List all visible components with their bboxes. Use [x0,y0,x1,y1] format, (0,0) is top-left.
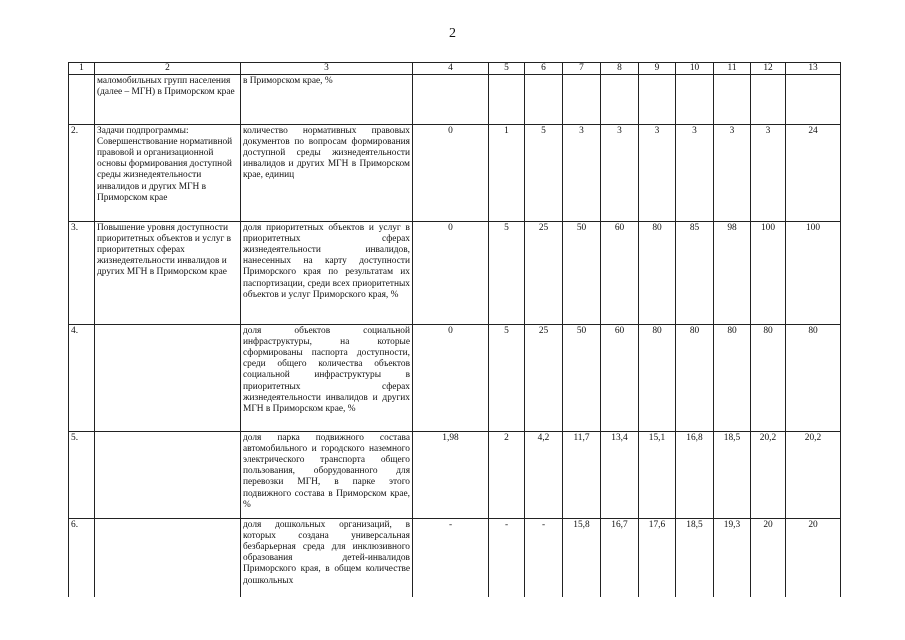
table-row [69,325,841,432]
value-cell: 24 [786,125,841,222]
value-cell: 80 [676,325,714,432]
table-row [69,432,841,519]
value-cell: 4,2 [525,432,563,519]
value-cell: 25 [525,222,563,325]
column-number-9: 9 [639,63,676,75]
indicator-cell: доля дошкольных организаций, в которых создана универсальная безбарьерная среда для инклюзивного образования детей-инвалидов Приморского края, в общем количестве дошкольных [241,519,413,597]
value-cell: 20 [786,519,841,597]
value-cell: 3 [563,125,601,222]
value-cell: 100 [786,222,841,325]
value-cell: 0 [413,222,489,325]
value-cell: - [489,519,525,597]
value-cell: 80 [786,325,841,432]
table-row [69,519,841,597]
value-cell: 80 [639,222,676,325]
indicator-cell: доля объектов социальной инфраструктуры, на которые сформированы паспорта доступности, среди общего количества объектов социальной инфраструктуры в приоритетных сферах жизнедеятельности инвалидов и других МГН в Приморском крае, % [241,325,413,432]
value-cell: 5 [525,125,563,222]
column-number-7: 7 [563,63,601,75]
indicators-table [68,62,841,597]
column-number-1: 1 [69,63,95,75]
value-cell: 1,98 [413,432,489,519]
row-number: 5. [69,432,95,519]
column-number-8: 8 [601,63,639,75]
value-cell: - [525,519,563,597]
column-number-header-row [69,63,841,75]
value-cell: 60 [601,325,639,432]
value-cell [714,75,751,125]
row-number: 4. [69,325,95,432]
page-number: 2 [449,26,456,41]
value-cell: 20,2 [786,432,841,519]
value-cell: 13,4 [601,432,639,519]
value-cell: 18,5 [676,519,714,597]
value-cell: 15,1 [639,432,676,519]
goal-cell [95,325,241,432]
value-cell [563,75,601,125]
indicator-cell: доля парка подвижного состава автомобильного и городского наземного электрического транспорта общего пользования, оборудованного для перевозки МГН, в парке этого подвижного состава в Приморском крае, % [241,432,413,519]
value-cell [525,75,563,125]
column-number-13: 13 [786,63,841,75]
value-cell: 0 [413,325,489,432]
value-cell: 3 [751,125,786,222]
table-row [69,125,841,222]
value-cell: 98 [714,222,751,325]
table-row [69,222,841,325]
value-cell: 16,7 [601,519,639,597]
value-cell: 2 [489,432,525,519]
value-cell [751,75,786,125]
row-number: 6. [69,519,95,597]
value-cell: 20,2 [751,432,786,519]
column-number-5: 5 [489,63,525,75]
value-cell: 5 [489,222,525,325]
value-cell [413,75,489,125]
value-cell: 3 [714,125,751,222]
value-cell: 85 [676,222,714,325]
value-cell: 1 [489,125,525,222]
value-cell: 17,6 [639,519,676,597]
value-cell [786,75,841,125]
row-number: 3. [69,222,95,325]
column-number-2: 2 [95,63,241,75]
value-cell: 25 [525,325,563,432]
column-number-6: 6 [525,63,563,75]
value-cell [676,75,714,125]
value-cell: 80 [639,325,676,432]
column-number-10: 10 [676,63,714,75]
goal-cell: Повышение уровня доступности приоритетных объектов и услуг в приоритетных сферах жизнедеятельности инвалидов и других МГН в Приморском крае [95,222,241,325]
value-cell: 19,3 [714,519,751,597]
value-cell: 50 [563,222,601,325]
value-cell [639,75,676,125]
value-cell: 5 [489,325,525,432]
value-cell: 3 [601,125,639,222]
goal-cell [95,432,241,519]
value-cell: 0 [413,125,489,222]
value-cell: - [413,519,489,597]
row-number [69,75,95,125]
value-cell: 50 [563,325,601,432]
value-cell: 20 [751,519,786,597]
value-cell [489,75,525,125]
goal-cell: Задачи подпрограммы: Совершенствование нормативной правовой и организационной основы формирования доступной среды жизнедеятельности инвалидов и других МГН в Приморском крае [95,125,241,222]
value-cell: 18,5 [714,432,751,519]
value-cell: 80 [751,325,786,432]
value-cell: 16,8 [676,432,714,519]
value-cell: 60 [601,222,639,325]
indicator-cell: в Приморском крае, % [241,75,413,125]
value-cell: 3 [639,125,676,222]
row-number: 2. [69,125,95,222]
value-cell: 11,7 [563,432,601,519]
indicator-cell: доля приоритетных объектов и услуг в приоритетных сферах жизнедеятельности инвалидов, нанесенных на карту доступности Приморского края по результатам их паспортизации, среди всех приоритетных объектов и услуг Приморского края, % [241,222,413,325]
value-cell: 15,8 [563,519,601,597]
column-number-3: 3 [241,63,413,75]
goal-cell [95,519,241,597]
value-cell: 80 [714,325,751,432]
indicator-cell: количество нормативных правовых документов по вопросам формирования доступной среды жизнедеятельности инвалидов и других МГН в Приморском крае, единиц [241,125,413,222]
value-cell: 100 [751,222,786,325]
table-row [69,75,841,125]
column-number-11: 11 [714,63,751,75]
column-number-4: 4 [413,63,489,75]
value-cell [601,75,639,125]
column-number-12: 12 [751,63,786,75]
goal-cell: маломобильных групп населения (далее – МГН) в Приморском крае [95,75,241,125]
value-cell: 3 [676,125,714,222]
